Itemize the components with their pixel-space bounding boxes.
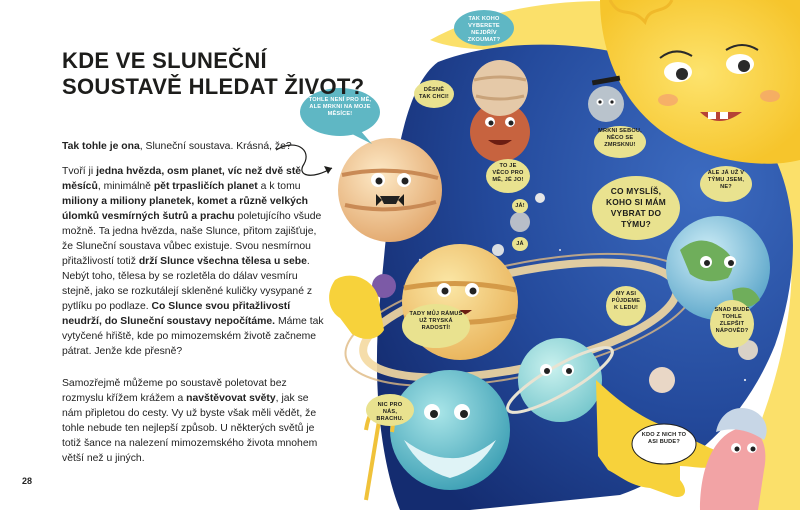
text-run: , Sluneční soustava. Krásná, že? <box>139 141 292 152</box>
neptune-character <box>390 370 510 490</box>
bubble-who-text: KDO Z NICH TO ASI BUDE? <box>641 432 687 445</box>
text-run: Tvoří ji <box>62 166 97 177</box>
text-run: Tak tohle je ona <box>62 141 140 152</box>
bubble-mercury-text: MRKNI SEBOU, NĚCO SE ZMRSKNU! <box>598 128 642 148</box>
bubble-small-moon-text: TO JE VĚCO PRO MĚ, JÉ JO! <box>492 163 524 183</box>
text-run: Co Slunce svou přitažlivostí neudrží, do Sluneční soustavy nepočítáme. <box>62 301 291 327</box>
bubble-earth-text: ALE JÁ UŽ V TÝMU JSEM, NE? <box>707 170 745 190</box>
closing-paragraph <box>62 376 320 466</box>
text-run: , minimálně <box>97 181 154 192</box>
saturn-small-character <box>472 60 528 116</box>
bubble-mars-text: DĚSNĚ TAK CHCI! <box>419 87 449 100</box>
bubble-jupiter-text: TADY MŮJ RÁMUS UŽ TRYSKÁ RADOSTÍ! <box>409 311 463 331</box>
text-run: . Nebýt toho, tělesa by se rozletěla do dálav vesmíru stejně, jako se rozkutálejí skleněné kuličky vysypané z pytlíku po podlaze. <box>62 256 313 312</box>
bubble-venus-text: TOHLE NENÍ PRO MĚ, ALE MRKNI NA MOJE MĚSÍCE! <box>308 97 372 117</box>
main-paragraph <box>62 164 324 359</box>
page-number: 28 <box>22 476 33 486</box>
text-run: , jak se nám připletou do cesty. Vy už byste však měli vědět, že tohle nebude ten nejlepší způsob. U některých světů je totiž šance na nalezení mimozemského života mnohem větší než u jiných. <box>62 393 318 464</box>
bubble-ja2-text: JÁ <box>516 241 524 247</box>
text-run: Máme tak vytyčené hřiště, kde po mimozemském životě začneme pátrat. Jenže kde přesně? <box>62 316 324 357</box>
text-run: navštěvovat světy <box>186 393 276 404</box>
text-run: jedna hvězda, osm planet, víc než dvě stě měsíců <box>62 166 302 192</box>
text-run: drží Slunce všechna tělesa u sebe <box>138 256 307 267</box>
text-run: miliony a miliony planetek, komet a různě velkých úlomků vesmírných šutrů a prachu <box>62 196 308 222</box>
intro-paragraph <box>62 139 324 154</box>
page-title: KDE VE SLUNEČNÍ SOUSTAVĚ HLEDAT ŽIVOT? <box>62 48 365 99</box>
bubble-sun-top-text: TAK KOHO VYBERETE NEJDŘÍV ZKOUMAT? <box>467 16 501 43</box>
bubble-pluto-text: SNAD BUDE TOHLE ZLEPŠIT NÁPOVĚD? <box>714 307 750 334</box>
venus-character <box>338 138 442 242</box>
earth-character <box>666 216 770 320</box>
text-run: pět trpasličích planet <box>153 181 258 192</box>
text-run: poletujícího všude možně. Ta jedna hvězda, naše Slunce, přitom zajišťuje, že Sluneční soustava vůbec existuje. Svou nesmírnou přitažlivostí totiž <box>62 211 322 267</box>
bubble-ja1-text: JÁ! <box>515 203 525 209</box>
bubble-sun-question-text: CO MYSLÍŠ, KOHO SI MÁM VYBRAT DO TÝMU? <box>606 186 666 229</box>
text-run: a k tomu <box>257 181 301 192</box>
bubble-mistake-text: MY ASI PŮJDEME K LEDU! <box>611 291 641 311</box>
bubble-neptune-text: NIC PRO NÁS, BRACHU. <box>376 402 404 422</box>
text-run: Samozřejmě můžeme po soustavě poletovat bez rozmyslu křížem krážem a <box>62 378 287 404</box>
